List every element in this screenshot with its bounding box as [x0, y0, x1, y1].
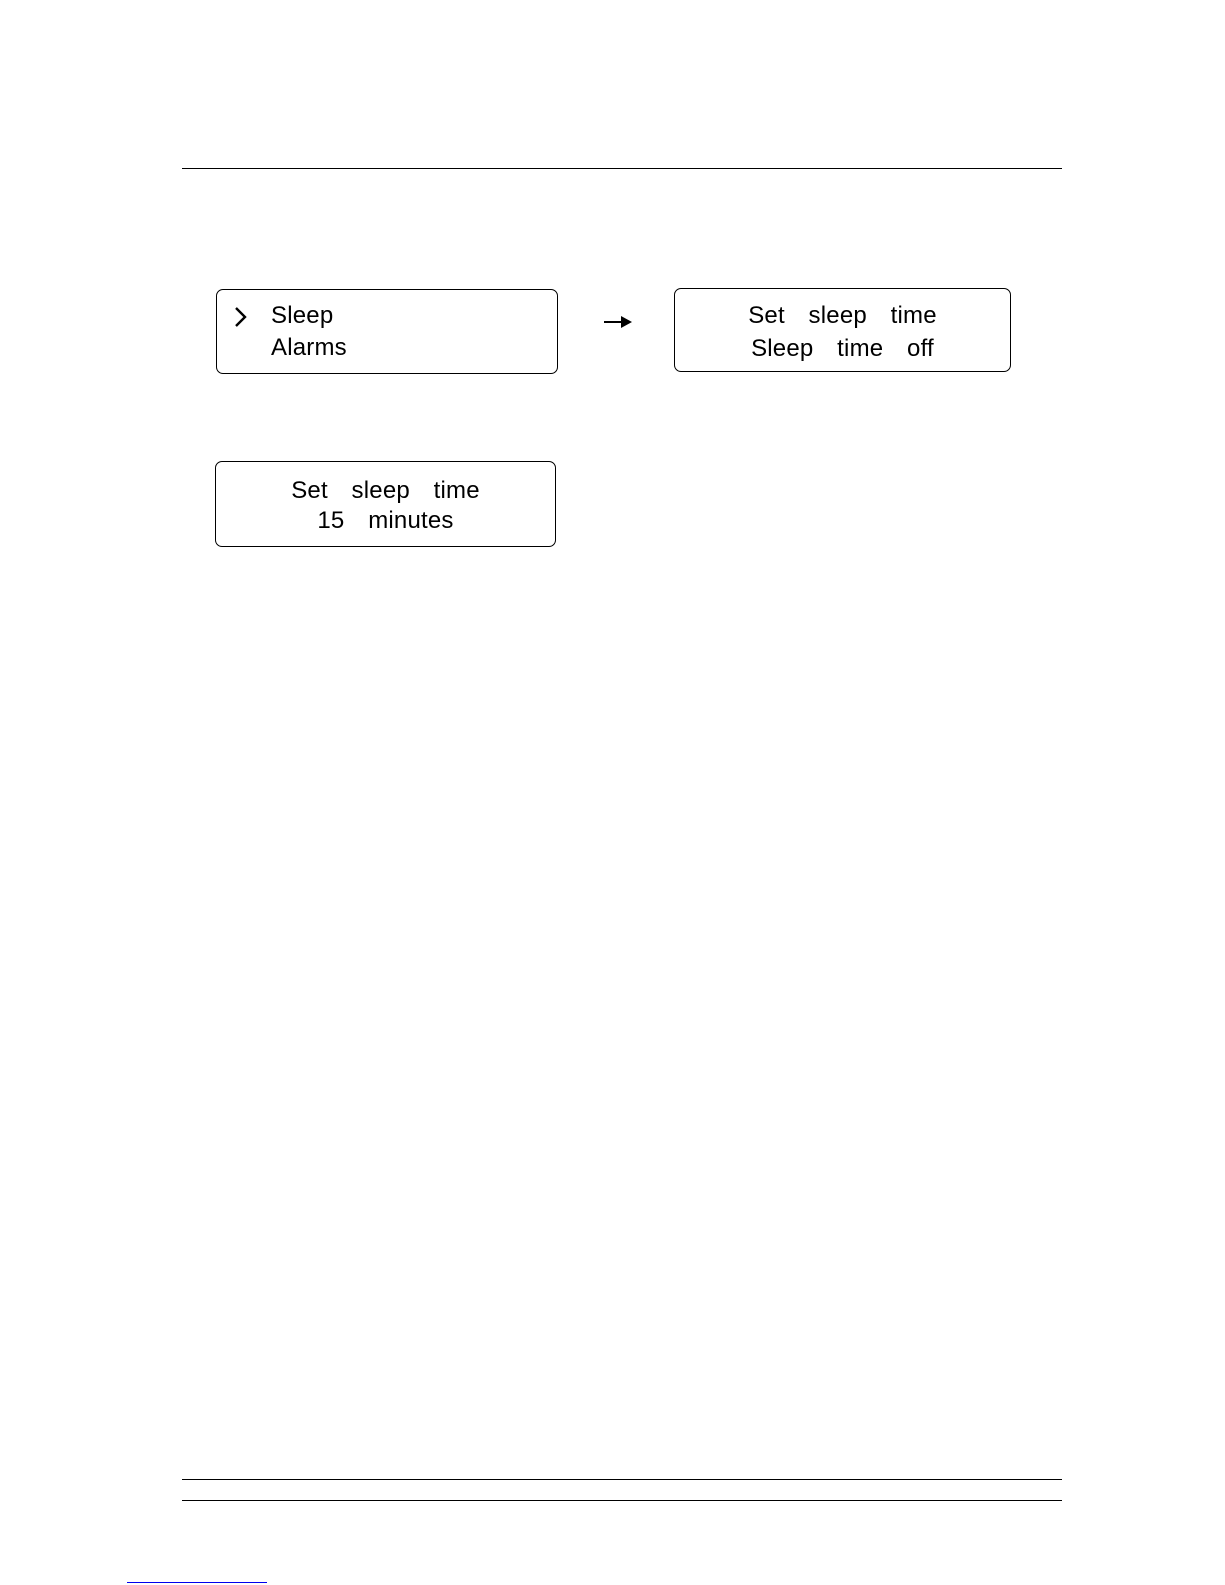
hyperlink-underline[interactable] — [127, 1582, 267, 1583]
lcd-line-value: Sleep time off — [751, 335, 934, 362]
header-rule — [182, 168, 1062, 169]
menu-item-sleep: Sleep — [271, 302, 334, 329]
lcd-screen-menu — [216, 289, 558, 374]
arrow-right-icon — [603, 313, 633, 331]
chevron-right-icon — [233, 306, 249, 328]
lcd-screen-sleep-15 — [215, 461, 556, 547]
lcd-screen-sleep-off — [674, 288, 1011, 372]
lcd-line-title: Set sleep time — [748, 302, 937, 329]
footer-rule-upper — [182, 1479, 1062, 1480]
lcd-line-value: 15 minutes — [317, 507, 454, 534]
lcd-line-title: Set sleep time — [291, 477, 480, 504]
menu-item-alarms: Alarms — [271, 334, 347, 361]
footer-rule-lower — [182, 1500, 1062, 1501]
